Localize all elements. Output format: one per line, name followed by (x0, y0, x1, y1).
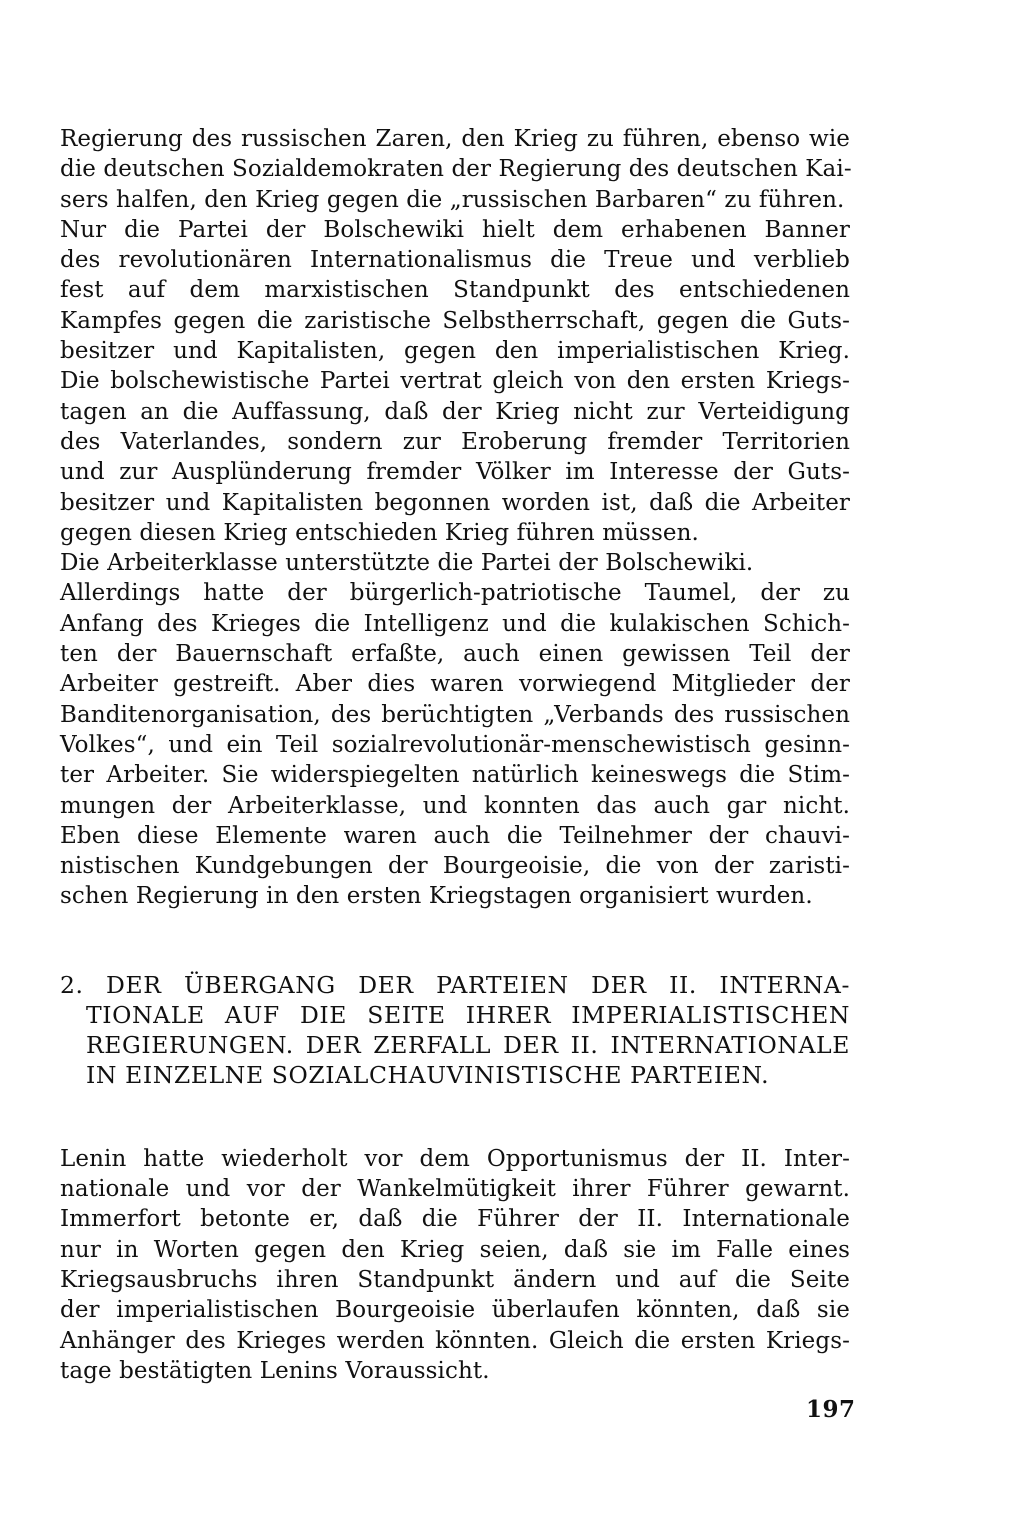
text-line: Immerfort betonte er, daß die Führer der II. Internationale (60, 1206, 850, 1233)
text-line: schen Regierung in den ersten Kriegstagen organisiert wurden. (60, 883, 813, 910)
heading-line: IN EINZELNE SOZIALCHAUVINISTISCHE PARTEIEN. (86, 1060, 770, 1089)
text-line: tage bestätigten Lenins Voraussicht. (60, 1357, 490, 1384)
text-line: gegen diesen Krieg entschieden Krieg führen müssen. (60, 519, 699, 546)
paragraph (60, 124, 850, 215)
text-line: der imperialistischen Bourgeoisie überlaufen könnten, daß sie (60, 1297, 850, 1324)
paragraph (60, 548, 850, 578)
text-line: Regierung des russischen Zaren, den Krieg zu führen, ebenso wie (60, 126, 850, 152)
text-line: Allerdings hatte der bürgerlich-patriotische Taumel, der zu (60, 580, 850, 607)
text-line: Anfang des Krieges die Intelligenz und die kulakischen Schich- (60, 610, 850, 637)
section-heading (60, 970, 850, 1090)
text-line: tagen an die Auffassung, daß der Krieg nicht zur Verteidigung (60, 398, 850, 425)
text-line: Kriegsausbruchs ihren Standpunkt ändern und auf die Seite (60, 1266, 850, 1293)
text-line: Die bolschewistische Partei vertrat gleich von den ersten Kriegs- (60, 368, 850, 395)
text-line: des Vaterlandes, sondern zur Eroberung fremder Territorien (60, 428, 850, 455)
text-line: und zur Ausplünderung fremder Völker im Interesse der Guts- (60, 459, 850, 486)
page-number: 197 (806, 1396, 856, 1423)
heading-line: TIONALE AUF DIE SEITE IHRER IMPERIALISTISCHEN (86, 1000, 850, 1029)
paragraph (60, 215, 850, 548)
text-line: besitzer und Kapitalisten begonnen worden ist, daß die Arbeiter (60, 489, 850, 516)
text-line: nur in Worten gegen den Krieg seien, daß sie im Falle eines (60, 1236, 850, 1263)
text-line: die deutschen Sozialdemokraten der Regierung des deutschen Kai- (60, 156, 852, 183)
text-line: fest auf dem marxistischen Standpunkt des entschiedenen (60, 277, 850, 304)
heading-line: REGIERUNGEN. DER ZERFALL DER II. INTERNATIONALE (86, 1030, 850, 1059)
body-text-upper (60, 124, 850, 912)
text-line: Die Arbeiterklasse unterstützte die Partei der Bolschewiki. (60, 550, 754, 577)
text-line: Lenin hatte wiederholt vor dem Opportunismus der II. Inter- (60, 1145, 850, 1172)
text-line: ter Arbeiter. Sie widerspiegelten natürlich keineswegs die Stim- (60, 762, 850, 789)
text-line: Volkes“, und ein Teil sozialrevolutionär-menschewistisch gesinn- (60, 731, 850, 758)
text-line: sers halfen, den Krieg gegen die „russischen Barbaren“ zu führen. (60, 186, 845, 213)
text-line: nationale und vor der Wankelmütigkeit ihrer Führer gewarnt. (60, 1176, 850, 1203)
text-line: mungen der Arbeiterklasse, und konnten das auch gar nicht. (60, 792, 850, 819)
text-line: ten der Bauernschaft erfaßte, auch einen gewissen Teil der (60, 641, 850, 668)
heading-line: 2. DER ÜBERGANG DER PARTEIEN DER II. INTERNA- (60, 970, 850, 999)
paragraph (60, 578, 850, 911)
text-line: Eben diese Elemente waren auch die Teilnehmer der chauvi- (60, 822, 850, 849)
text-line: Arbeiter gestreift. Aber dies waren vorwiegend Mitglieder der (60, 671, 850, 698)
text-line: des revolutionären Internationalismus die Treue und verblieb (60, 247, 850, 274)
text-line: Nur die Partei der Bolschewiki hielt dem erhabenen Banner (60, 216, 850, 243)
text-line: Anhänger des Krieges werden könnten. Gleich die ersten Kriegs- (60, 1327, 850, 1354)
paragraph (60, 1144, 850, 1386)
text-line: Kampfes gegen die zaristische Selbstherrschaft, gegen die Guts- (60, 307, 850, 334)
page-body (60, 124, 850, 1386)
text-line: Banditenorganisation, des berüchtigten „Verbands des russischen (60, 701, 850, 728)
body-text-lower (60, 1144, 850, 1386)
text-line: besitzer und Kapitalisten, gegen den imperialistischen Krieg. (60, 338, 850, 365)
text-line: nistischen Kundgebungen der Bourgeoisie, die von der zaristi- (60, 853, 850, 880)
